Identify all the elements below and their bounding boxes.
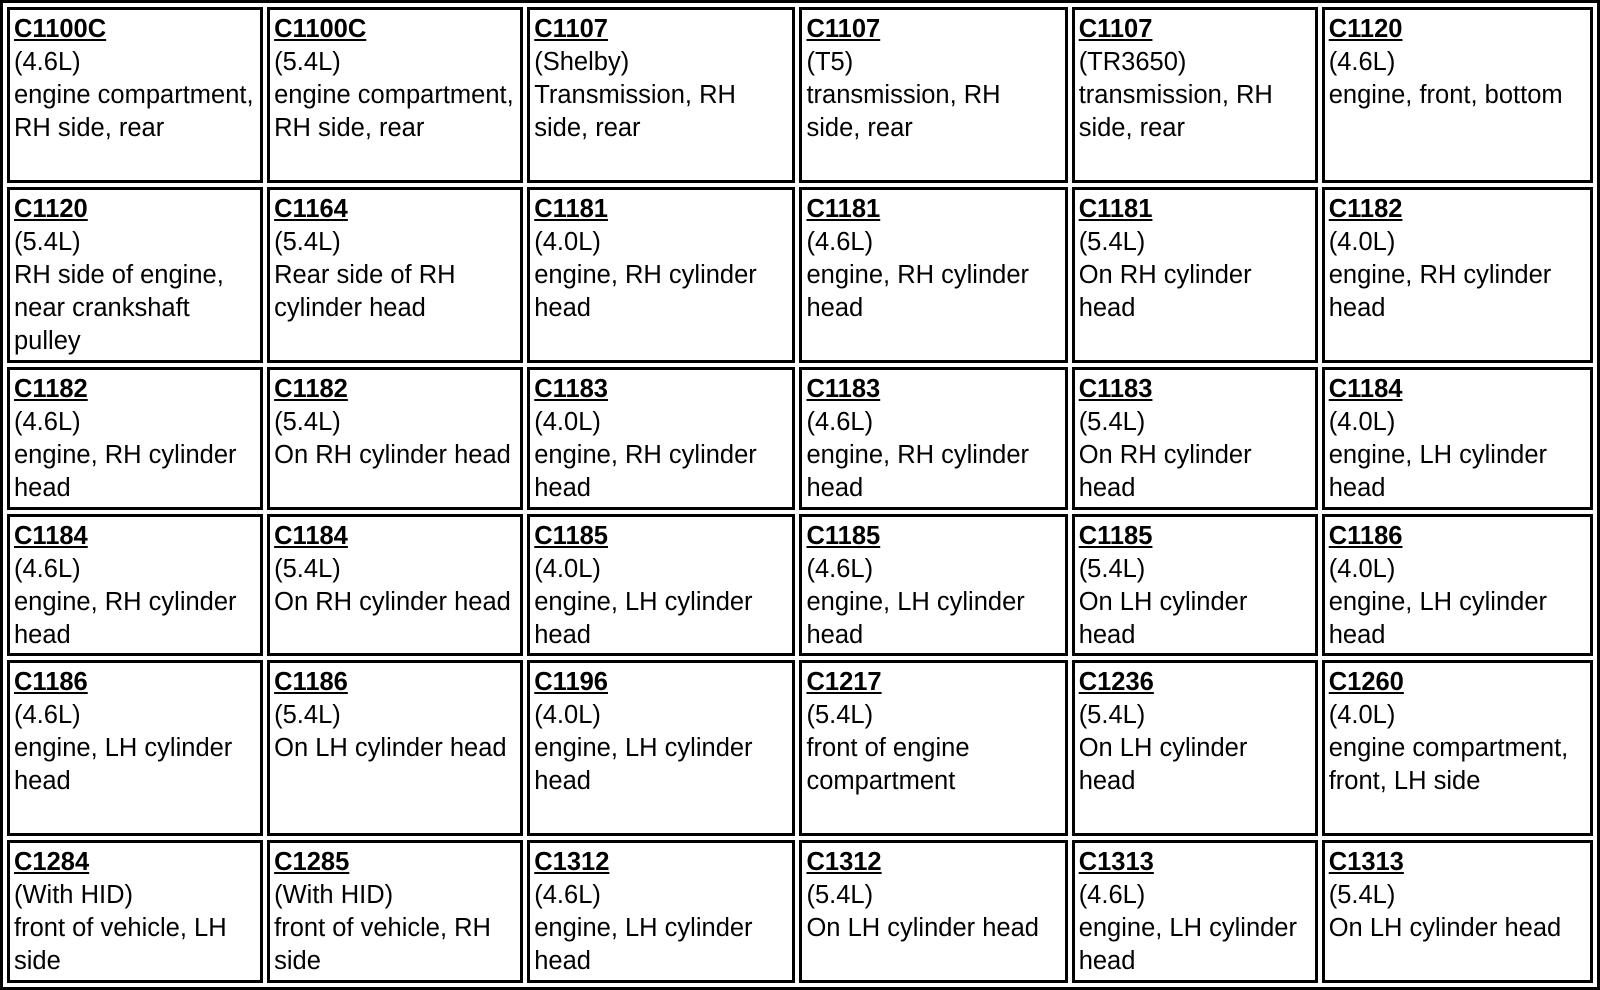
connector-code-link[interactable]: C1164 [274,195,348,224]
connector-location: On RH cylinder head [274,587,511,616]
connector-cell [1072,7,1318,183]
connector-variant: (5.4L) [14,228,81,257]
connector-code-link[interactable]: C1284 [14,848,90,877]
table-row [7,7,1593,183]
connector-code-link[interactable]: C1185 [1078,521,1153,550]
connector-variant: (5.4L) [274,228,341,257]
connector-cell [799,514,1067,657]
connector-location: engine, RH cylinder head [14,587,237,649]
connector-variant: (5.4L) [1328,881,1396,910]
connector-cell [267,187,523,363]
connector-code-link[interactable]: C1107 [1078,15,1153,43]
table-row [7,660,1593,836]
table-row [7,840,1593,983]
connector-cell [799,187,1067,363]
connector-code-link[interactable]: C1107 [806,15,881,43]
connector-code-link[interactable]: C1120 [14,195,88,224]
connector-cell [7,187,263,363]
connector-cell [527,7,795,183]
connector-cell [799,367,1067,510]
connector-cell [7,660,263,836]
connector-variant: (5.4L) [1078,228,1146,257]
connector-cell [527,660,795,836]
connector-code-link[interactable]: C1285 [274,848,350,877]
connector-variant: (T5) [806,48,854,76]
connector-code-link[interactable]: C1181 [1078,195,1153,224]
connector-code-link[interactable]: C1236 [1078,668,1154,697]
connector-location: engine, LH cylinder head [534,914,753,976]
connector-variant: (4.0L) [534,554,601,583]
connector-location: On LH cylinder head [1078,734,1248,796]
connector-variant: (With HID) [14,881,133,910]
connector-code-link[interactable]: C1186 [1328,521,1403,550]
connector-code-link[interactable]: C1185 [806,521,881,550]
connector-variant: (With HID) [274,881,394,910]
connector-cell [7,7,263,183]
connector-location: On LH cylinder head [806,914,1039,943]
connector-variant: (4.6L) [534,881,601,910]
connector-variant: (5.4L) [1078,554,1146,583]
connector-variant: (4.0L) [1328,554,1396,583]
connector-location: On LH cylinder head [1078,587,1248,649]
connector-code-link[interactable]: C1181 [534,195,608,224]
connector-code-link[interactable]: C1260 [1328,668,1404,697]
connector-code-link[interactable]: C1186 [14,668,88,697]
connector-code-link[interactable]: C1184 [1328,375,1403,404]
connector-variant: (4.0L) [1328,228,1396,257]
connector-location: On RH cylinder head [1078,261,1252,323]
table-row [7,514,1593,657]
connector-location: front of vehicle, LH side [14,914,227,976]
connector-location: front of engine compartment [806,734,970,796]
connector-variant: (5.4L) [274,701,341,730]
connector-cell [7,840,263,983]
connector-location: engine, LH cylinder head [534,734,753,796]
connector-variant: (5.4L) [274,408,341,437]
connector-cell [527,187,795,363]
connector-variant: (4.6L) [806,408,874,437]
connector-cell [1322,7,1593,183]
connector-cell [7,367,263,510]
connector-variant: (4.6L) [14,408,81,437]
connector-location: engine, LH cylinder head [534,587,753,649]
connector-cell [799,7,1067,183]
connector-variant: (5.4L) [274,48,341,76]
connector-variant: (TR3650) [1078,48,1187,76]
connector-cell [267,840,523,983]
connector-variant: (5.4L) [274,554,341,583]
connector-variant: (5.4L) [806,881,874,910]
connector-location: RH side of engine, near crankshaft pulley [14,261,224,356]
connector-variant: (4.6L) [14,701,81,730]
connector-code-link[interactable]: C1184 [14,521,88,550]
connector-cell [267,660,523,836]
connector-location: engine, LH cylinder head [14,734,233,796]
connector-code-link[interactable]: C1313 [1078,848,1154,877]
connector-variant: (4.0L) [1328,408,1396,437]
connector-code-link[interactable]: C1100C [274,15,367,43]
connector-location: engine, RH cylinder head [806,441,1029,503]
connector-cell [267,367,523,510]
connector-code-link[interactable]: C1184 [274,521,348,550]
connector-cell [1072,367,1318,510]
connector-variant: (5.4L) [1078,701,1146,730]
connector-cell [527,367,795,510]
connector-cell [527,514,795,657]
table-row [7,187,1593,363]
connector-code-link[interactable]: C1181 [806,195,881,224]
connector-code-link[interactable]: C1313 [1328,848,1404,877]
connector-code-link[interactable]: C1217 [806,668,882,697]
connector-variant: (4.0L) [534,228,601,257]
connector-code-link[interactable]: C1312 [806,848,882,877]
connector-location: engine, LH cylinder head [1078,914,1297,976]
connector-location: engine, RH cylinder head [534,441,757,503]
connector-variant: (4.6L) [1078,881,1146,910]
connector-cell [7,514,263,657]
connector-cell [1322,187,1593,363]
connector-code-link[interactable]: C1186 [274,668,348,697]
connector-variant: (4.6L) [14,554,81,583]
connector-variant: (5.4L) [1078,408,1146,437]
connector-cell [799,660,1067,836]
connector-location: engine compartment, RH side, rear [14,81,254,142]
connector-location: engine, LH cylinder head [806,587,1025,649]
connector-variant: (4.0L) [1328,701,1396,730]
connector-variant: (4.0L) [534,701,601,730]
connector-code-link[interactable]: C1107 [534,15,608,43]
connector-variant: (Shelby) [534,48,630,76]
connector-cell [1322,514,1593,657]
connector-cell [799,840,1067,983]
table-row [7,367,1593,510]
connector-code-link[interactable]: C1182 [14,375,88,404]
connector-code-link[interactable]: C1183 [1078,375,1153,404]
connector-cell [1072,660,1318,836]
connector-table-body [7,7,1593,983]
connector-variant: (4.6L) [14,48,81,76]
connector-cell [527,840,795,983]
connector-location: Rear side of RH cylinder head [274,261,456,323]
connector-cell [1072,514,1318,657]
connector-location: On LH cylinder head [1328,914,1562,943]
connector-code-link[interactable]: C1183 [534,375,608,404]
connector-location: engine, RH cylinder head [534,261,757,323]
connector-location: engine, RH cylinder head [1328,261,1552,323]
connector-cell [1072,840,1318,983]
connector-location: engine, LH cylinder head [1328,441,1548,503]
connector-code-link[interactable]: C1182 [1328,195,1403,224]
connector-variant: (4.0L) [534,408,601,437]
connector-location: On RH cylinder head [274,441,511,470]
connector-cell [1322,367,1593,510]
connector-cell [267,7,523,183]
connector-code-link[interactable]: C1183 [806,375,881,404]
connector-location: engine, RH cylinder head [806,261,1029,323]
connector-location: Transmission, RH side, rear [534,81,736,142]
connector-location: engine, front, bottom [1328,81,1563,109]
connector-location: engine, RH cylinder head [14,441,237,503]
connector-variant: (5.4L) [806,701,874,730]
connector-variant: (4.6L) [806,228,874,257]
connector-location: On LH cylinder head [274,734,507,763]
connector-location: On RH cylinder head [1078,441,1252,503]
connector-code-link[interactable]: C1196 [534,668,608,697]
connector-code-link[interactable]: C1100C [14,15,107,43]
connector-location: engine compartment, front, LH side [1328,734,1569,796]
connector-location: front of vehicle, RH side [274,914,491,976]
connector-cell [267,514,523,657]
connector-cell [1322,840,1593,983]
connector-code-link[interactable]: C1185 [534,521,608,550]
connector-cell [1072,187,1318,363]
connector-location: transmission, RH side, rear [1078,81,1273,142]
connector-code-link[interactable]: C1312 [534,848,610,877]
connector-location: engine, LH cylinder head [1328,587,1548,649]
connector-code-link[interactable]: C1120 [1328,15,1403,43]
connector-location: transmission, RH side, rear [806,81,1001,142]
connector-cell [1322,660,1593,836]
connector-variant: (4.6L) [806,554,874,583]
connector-location: engine compartment, RH side, rear [274,81,514,142]
connector-code-link[interactable]: C1182 [274,375,348,404]
connector-variant: (4.6L) [1328,48,1396,76]
